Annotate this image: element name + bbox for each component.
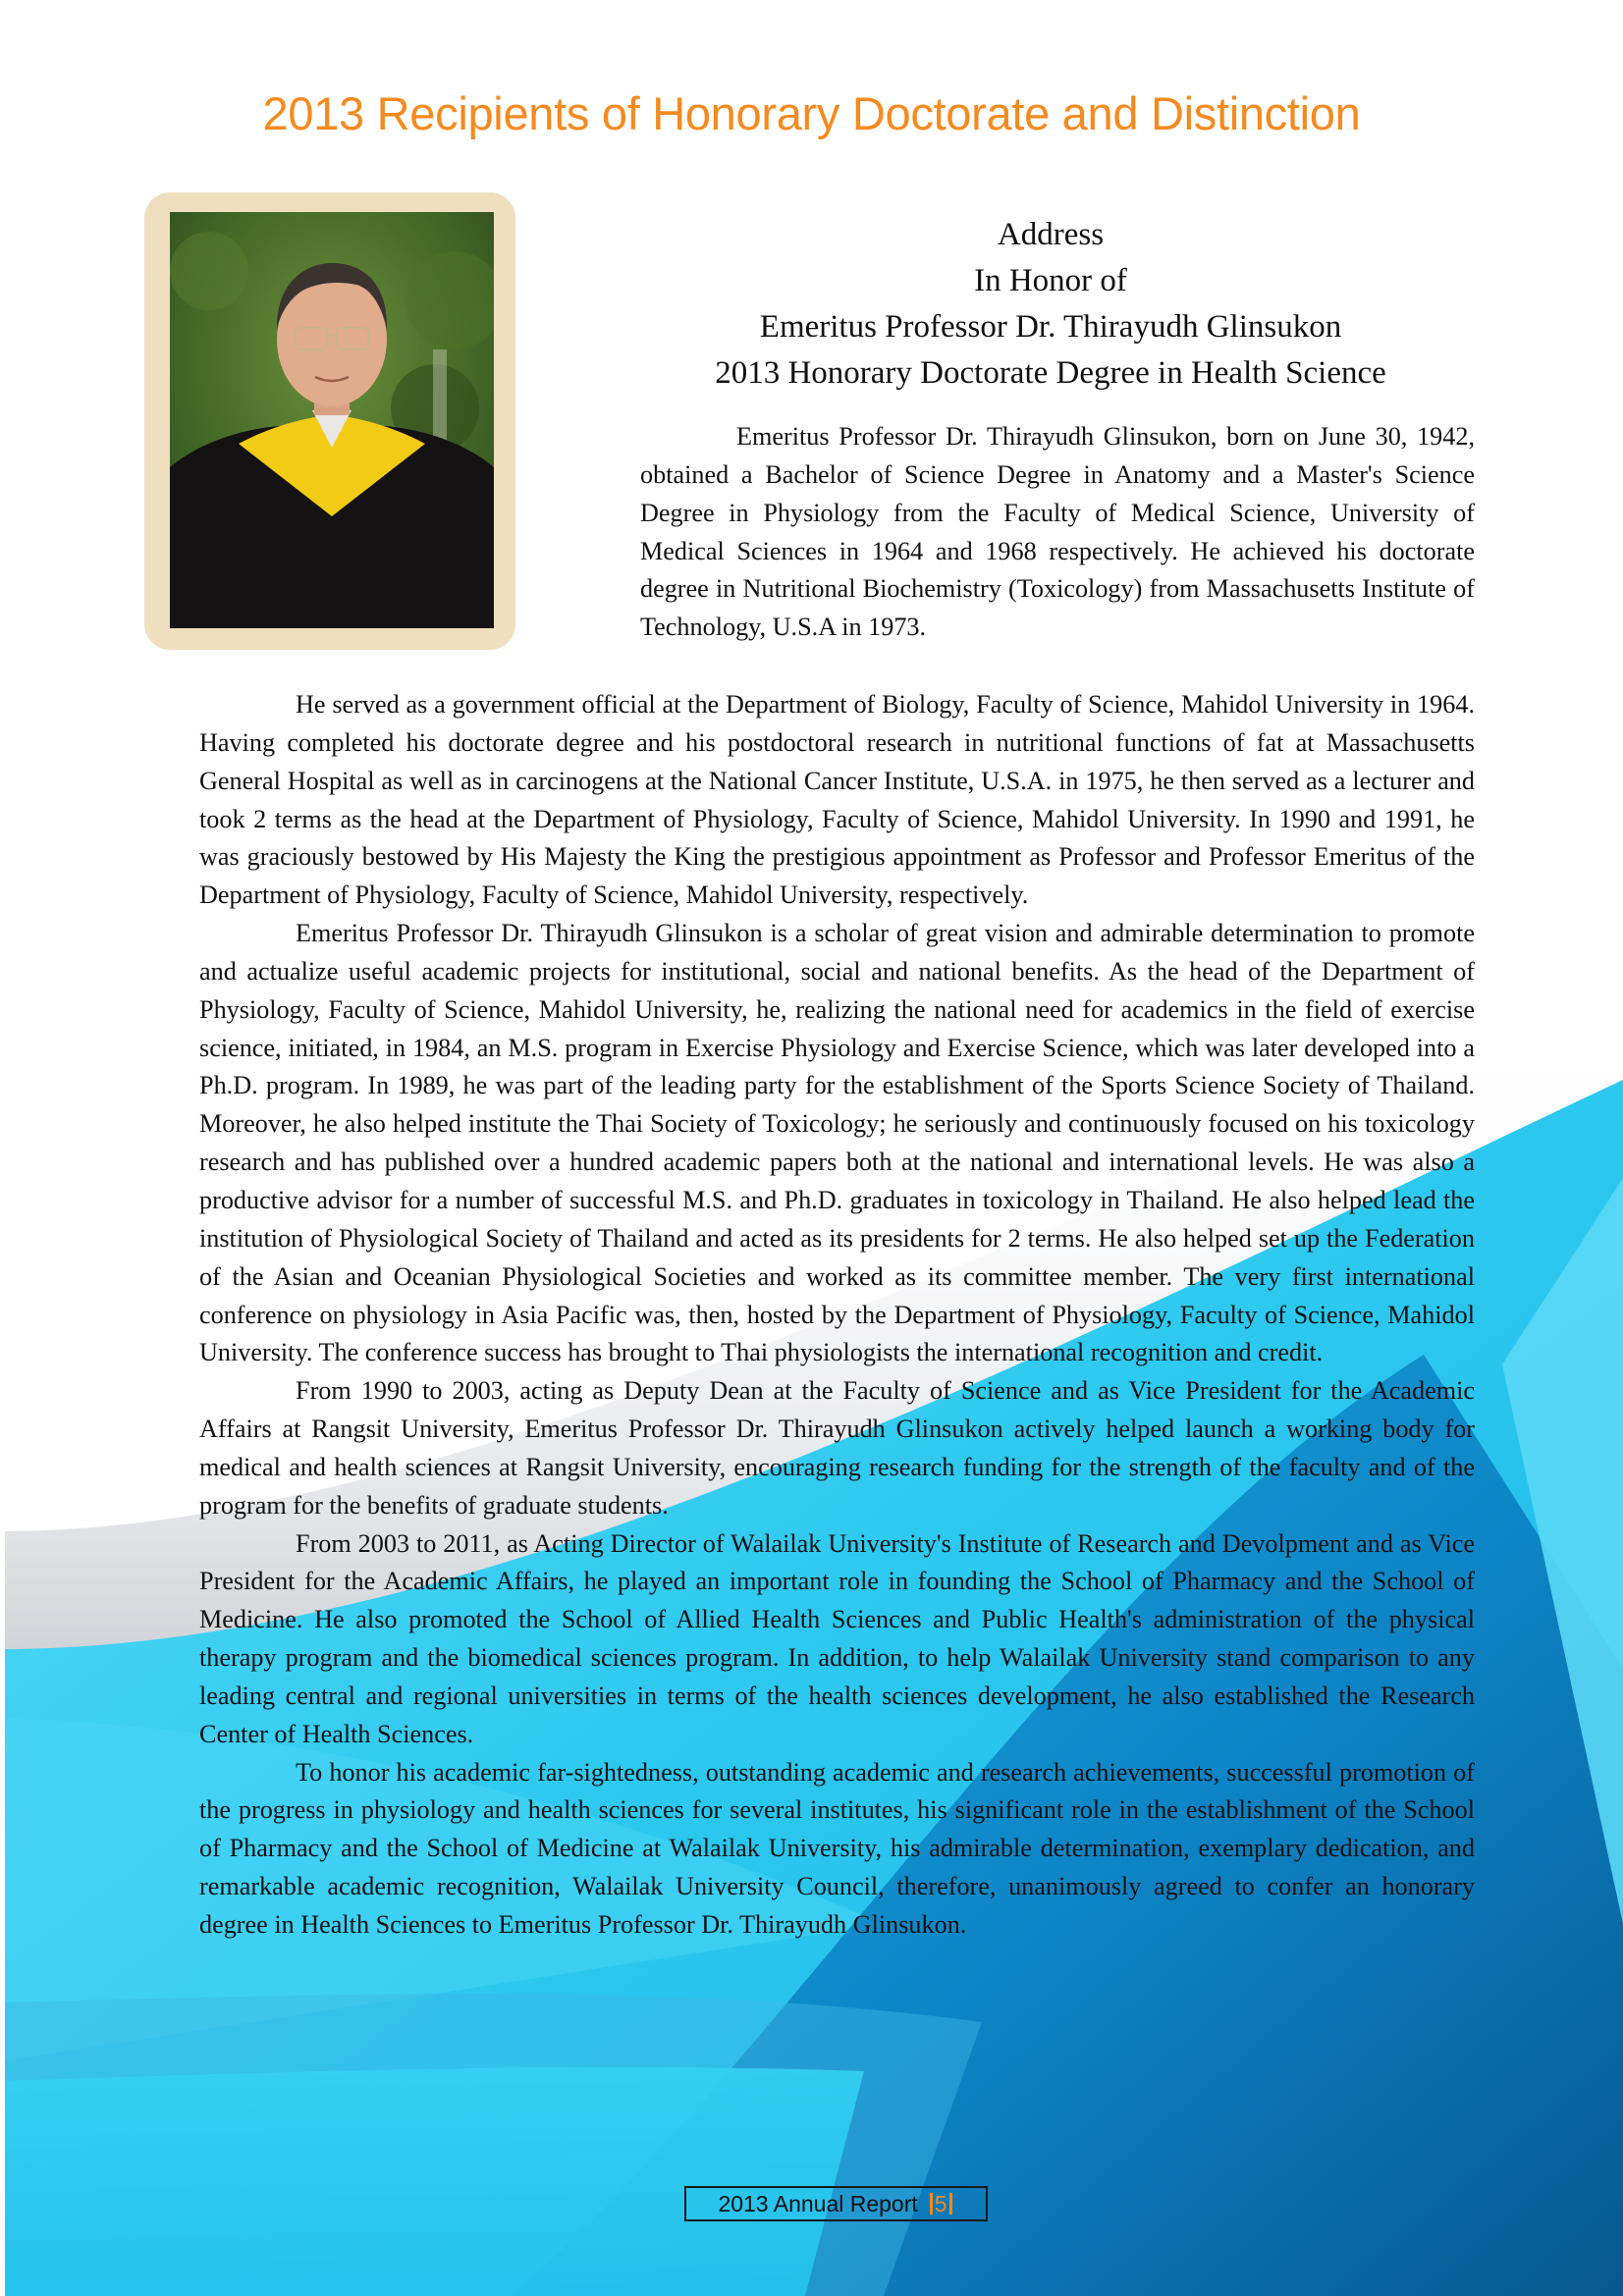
footer-label: 2013 Annual Report: [718, 2190, 918, 2216]
heading-degree: 2013 Honorary Doctorate Degree in Health Science: [715, 355, 1386, 391]
portrait-frame: [144, 192, 515, 650]
page-number-bar-right: [949, 2193, 952, 2215]
page-number-bar-left: [930, 2193, 933, 2215]
intro-paragraph-block: [640, 418, 1475, 647]
heading-in-honor-of: In Honor of: [974, 263, 1127, 298]
paragraph-walailak: From 2003 to 2011, as Acting Director of Walailak University's Institute of Research and Devolpment and as Vice President for the Academic Affairs, he played an important role in founding the School of Pharmacy and the School of Medicine. He also promoted the School of Allied Health Sciences and Public Health's administration of the physical therapy program and the biomedical sciences program. In addition, to help Walailak University stand comparison to any leading central and regional universities in terms of the health sciences development, he also established the Research Center of Health Sciences.: [199, 1528, 1475, 1748]
address-heading: [628, 212, 1473, 397]
main-text: [199, 686, 1475, 1945]
heading-address: Address: [997, 217, 1105, 252]
paragraph-rangsit: From 1990 to 2003, acting as Deputy Dean at the Faculty of Science and as Vice President for the Academic Affairs at Rangsit University, Emeritus Professor Dr. Thirayudh Glinsukon actively helped launch a working body for medical and health sciences at Rangsit University, encouraging research funding for the strength of the faculty and of the program for the benefits of graduate students.: [199, 1376, 1475, 1520]
page-number-value: 5: [934, 2190, 947, 2216]
intro-paragraph: Emeritus Professor Dr. Thirayudh Glinsukon, born on June 30, 1942, obtained a Bachelor of Science Degree in Anatomy and a Master's Science Degree in Physiology from the Faculty of Medical Science, University of Medical Sciences in 1964 and 1968 respectively. He achieved his doctorate degree in Nutritional Biochemistry (Toxicology) from Massachusetts Institute of Technology, U.S.A in 1973.: [640, 422, 1475, 642]
page-title: 2013 Recipients of Honorary Doctorate and Distinction: [262, 87, 1361, 139]
heading-honoree-name: Emeritus Professor Dr. Thirayudh Glinsukon: [759, 309, 1342, 345]
paragraph-career: He served as a government official at the Department of Biology, Faculty of Science, Mahidol University in 1964. Having completed his doctorate degree and his postdoctoral research in nutritional functions of fat at Massachusetts General Hospital as well as in carcinogens at the National Cancer Institute, U.S.A. in 1975, he then served as a lecturer and took 2 terms as the head at the Department of Physiology, Faculty of Science, Mahidol University. In 1990 and 1991, he was graciously bestowed by His Majesty the King the prestigious appointment as Professor and Professor Emeritus of the Department of Physiology, Faculty of Science, Mahidol University, respectively.: [199, 690, 1475, 910]
page-number: [928, 2191, 954, 2217]
paragraph-scholarship: Emeritus Professor Dr. Thirayudh Glinsukon is a scholar of great vision and admirable determination to promote and actualize useful academic projects for institutional, social and national benefits. As the head of the Department of Physiology, Faculty of Science, Mahidol University, he, realizing the national need for academics in the field of exercise science, initiated, in 1984, an M.S. program in Exercise Physiology and Exercise Science, which was later developed into a Ph.D. program. In 1989, he was part of the leading party for the establishment of the Sports Science Society of Thailand. Moreover, he also helped institute the Thai Society of Toxicology; he seriously and continuously focused on his toxicology research and has published over a hundred academic papers both at the national and international levels. He was also a productive advisor for a number of successful M.S. and Ph.D. graduates in toxicology in Thailand. He also helped lead the institution of Physiological Society of Thailand and acted as its presidents for 2 terms. He also helped set up the Federation of the Asian and Oceanian Physiological Societies and worked as its committee member. The very first international conference on physiology in Asia Pacific was, then, hosted by the Department of Physiology, Faculty of Science, Mahidol University. The conference success has brought to Thai physiologists the international recognition and credit.: [199, 919, 1475, 1367]
page-footer: [684, 2186, 988, 2221]
portrait-photo: [170, 212, 494, 628]
paragraph-conferral: To honor his academic far-sightedness, outstanding academic and research achievements, successful promotion of the progress in physiology and health sciences for several institutes, his significant role in the establishment of the School of Pharmacy and the School of Medicine at Walailak University, his admirable determination, exemplary dedication, and remarkable academic recognition, Walailak University Council, therefore, unanimously agreed to confer an honorary degree in Health Sciences to Emeritus Professor Dr. Thirayudh Glinsukon.: [199, 1757, 1475, 1939]
